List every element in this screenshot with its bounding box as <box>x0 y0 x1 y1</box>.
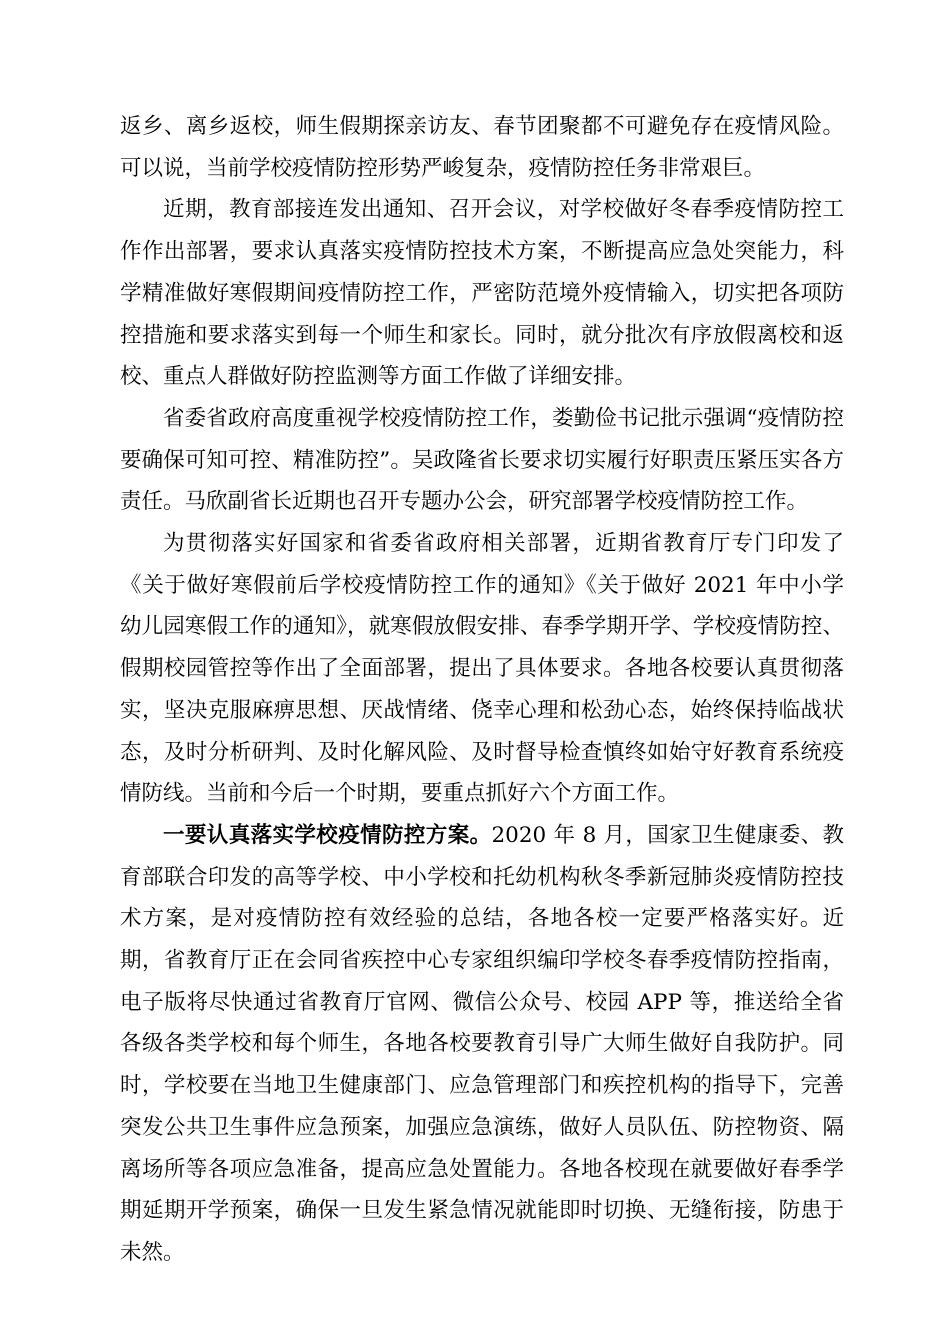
section-heading-lead: 一要认真落实学校疫情防控方案。 <box>163 822 492 848</box>
paragraph <box>120 815 844 1274</box>
paragraph-continued <box>120 106 844 189</box>
paragraph-text: 为贯彻落实好国家和省委省政府相关部署，近期省教育厅专门印发了《关于做好寒假前后学校疫情防控工作的通知》《关于做好 2021 年中小学幼儿园寒假工作的通知》，就寒假放假安排、春季学期开学、学校疫情防控、假期校园管控等作出了全面部署，提出了具体要求。各地各校要认真贯彻落实，坚决克服麻痹思想、厌战情绪、侥幸心理和松劲心态，始终保持临战状态，及时分析研判、及时化解风险、及时督导检查慎终如始守好教育系统疫情防线。当前和今后一个时期，要重点抓好六个方面工作。 <box>120 531 844 807</box>
paragraph <box>120 523 844 815</box>
paragraph-text: 近期，教育部接连发出通知、召开会议，对学校做好冬春季疫情防控工作作出部署，要求认真落实疫情防控技术方案，不断提高应急处突能力，科学精准做好寒假期间疫情防控工作，严密防范境外疫情输入，切实把各项防控措施和要求落实到每一个师生和家长。同时，就分批次有序放假离校和返校、重点人群做好防控监测等方面工作做了详细安排。 <box>120 197 844 390</box>
paragraph-text: 省委省政府高度重视学校疫情防控工作，娄勤俭书记批示强调“疫情防控要确保可知可控、精准防控”。吴政隆省长要求切实履行好职责压紧压实各方责任。马欣副省长近期也召开专题办公会，研究部署学校疫情防控工作。 <box>120 405 844 515</box>
paragraph <box>120 398 844 523</box>
paragraph-text: 2020 年 8 月，国家卫生健康委、教育部联合印发的高等学校、中小学校和托幼机构秋冬季新冠肺炎疫情防控技术方案，是对疫情防控有效经验的总结，各地各校一定要严格落实好。近期，省教育厅正在会同省疾控中心专家组织编印学校冬春季疫情防控指南，电子版将尽快通过省教育厅官网、微信公众号、校园 APP 等，推送给全省各级各类学校和每个师生，各地各校要教育引导广大师生做好自我防护。同时，学校要在当地卫生健康部门、应急管理部门和疾控机构的指导下，完善突发公共卫生事件应急预案，加强应急演练，做好人员队伍、防控物资、隔离场所等各项应急准备，提高应急处置能力。各地各校现在就要做好春季学期延期开学预案，确保一旦发生紧急情况就能即时切换、无缝衔接，防患于未然。 <box>120 822 844 1265</box>
paragraph <box>120 189 844 398</box>
document-page <box>120 106 844 1274</box>
paragraph-text: 返乡、离乡返校，师生假期探亲访友、春节团聚都不可避免存在疫情风险。可以说，当前学校疫情防控形势严峻复杂，疫情防控任务非常艰巨。 <box>120 114 844 181</box>
